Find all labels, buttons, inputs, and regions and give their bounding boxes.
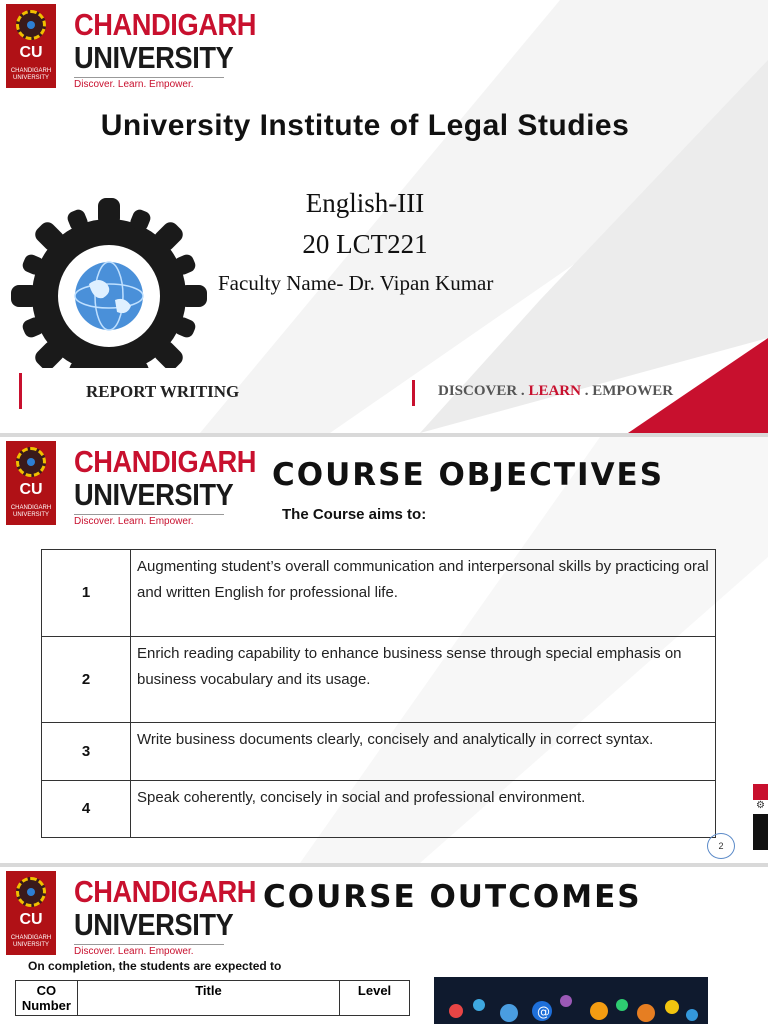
gear-icon	[16, 10, 46, 40]
motto-empower: . EMPOWER	[580, 383, 674, 399]
page-number-badge: 2	[707, 833, 735, 859]
cu-emblem	[6, 871, 56, 955]
subject-name: English-III	[305, 188, 425, 218]
logo-line2: UNIVERSITY	[74, 907, 234, 942]
objectives-subheading: The Course aims to:	[282, 506, 427, 523]
row-number: 2	[42, 637, 131, 723]
logo-tagline: Discover. Learn. Empower.	[74, 514, 224, 527]
faculty-name: Faculty Name- Dr. Vipan Kumar	[218, 271, 494, 295]
footer-divider-right	[412, 380, 415, 406]
logo-line2: UNIVERSITY	[74, 40, 234, 75]
logo-line2: UNIVERSITY	[74, 477, 234, 512]
motto-learn: LEARN	[528, 383, 581, 399]
header-title: Title	[77, 981, 339, 1016]
gear-icon	[16, 447, 46, 477]
outcomes-heading: COURSE OUTCOMES	[263, 879, 642, 915]
logo-line1: CHANDIGARH	[74, 7, 257, 42]
row-number: 1	[42, 550, 131, 637]
objectives-heading: COURSE OBJECTIVES	[272, 457, 665, 493]
outcomes-slide	[0, 867, 768, 1024]
social-media-icons-image	[434, 977, 708, 1024]
table-row	[42, 637, 716, 723]
title-slide	[0, 0, 768, 433]
row-text: Write business documents clearly, concisely and analytically in correct syntax.	[131, 723, 716, 781]
side-red-tab	[753, 784, 768, 800]
logo-line1: CHANDIGARH	[74, 444, 257, 479]
row-text: Enrich reading capability to enhance business sense through special emphasis on business vocabulary and its usage.	[131, 637, 716, 723]
row-text: Speak coherently, concisely in social and professional environment.	[131, 781, 716, 838]
emblem-small-text: CHANDIGARH UNIVERSITY	[10, 68, 52, 81]
table-row	[42, 781, 716, 838]
header-level: Level	[340, 981, 410, 1016]
emblem-small-text: CHANDIGARH UNIVERSITY	[10, 935, 52, 948]
row-text: Augmenting student’s overall communication and interpersonal skills by practicing oral and written English for professional life.	[131, 550, 716, 637]
footer-divider-left	[19, 373, 22, 409]
objectives-table	[41, 549, 716, 838]
university-logo	[6, 441, 257, 527]
side-dark-tab	[753, 814, 768, 850]
emblem-text: CU	[19, 911, 43, 928]
table-header-row	[16, 981, 410, 1016]
institute-title: University Institute of Legal Studies	[100, 109, 630, 142]
objectives-slide	[0, 437, 768, 863]
row-number: 3	[42, 723, 131, 781]
university-logo	[6, 871, 257, 957]
emblem-text: CU	[19, 44, 43, 61]
side-gear-icon: ⚙	[753, 800, 768, 814]
subject-code: 20 LCT221	[302, 229, 428, 259]
logo-line1: CHANDIGARH	[74, 874, 257, 909]
logo-tagline: Discover. Learn. Empower.	[74, 944, 224, 957]
row-number: 4	[42, 781, 131, 838]
outcomes-intro: On completion, the students are expected to	[28, 959, 282, 973]
header-co-number: CO Number	[16, 981, 78, 1016]
svg-text:@: @	[537, 1005, 550, 1020]
cu-emblem	[6, 4, 56, 88]
emblem-text: CU	[19, 481, 43, 498]
university-logo	[6, 4, 257, 90]
footer-motto	[438, 383, 673, 400]
emblem-small-text: CHANDIGARH UNIVERSITY	[10, 505, 52, 518]
outcomes-table	[15, 980, 410, 1016]
table-row	[42, 723, 716, 781]
gear-globe-icon	[6, 198, 212, 368]
motto-discover: DISCOVER .	[438, 383, 529, 399]
logo-tagline: Discover. Learn. Empower.	[74, 77, 224, 90]
footer-topic: REPORT WRITING	[86, 382, 240, 401]
gear-icon	[16, 877, 46, 907]
cu-emblem	[6, 441, 56, 525]
table-row	[42, 550, 716, 637]
